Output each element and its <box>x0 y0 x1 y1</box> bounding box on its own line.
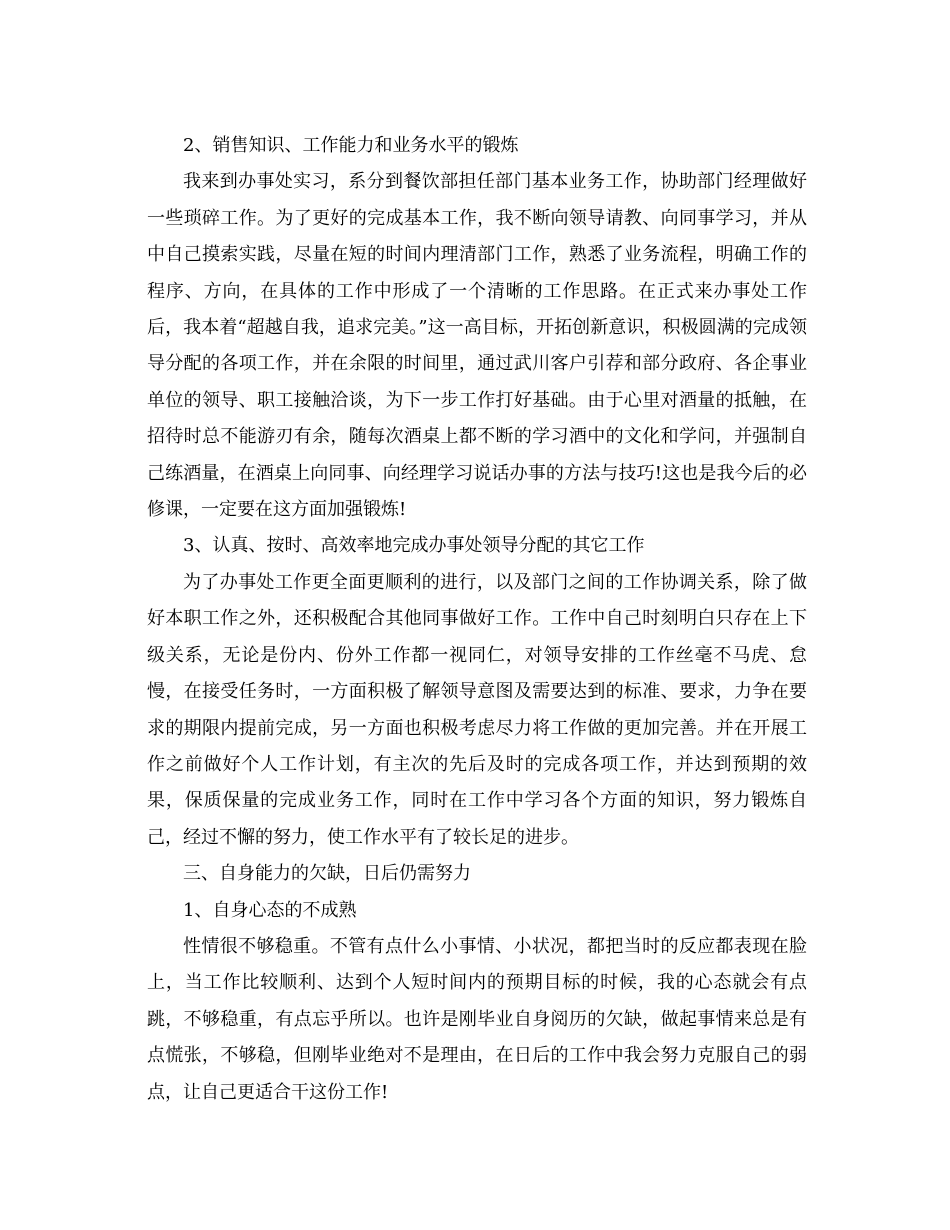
body-paragraph-internship: 我来到办事处实习，系分到餐饮部担任部门基本业务工作，协助部门经理做好一些琐碎工作。为了更好的完成基本工作，我不断向领导请教、向同事学习，并从中自己摸索实践，尽量在短的时间内理清部门工作，熟悉了业务流程，明确工作的程序、方向，在具体的工作中形成了一个清晰的工作思路。在正式来办事处工作后，我本着“超越自我，追求完美。”这一高目标，开拓创新意识，积极圆满的完成领导分配的各项工作，并在余限的时间里，通过武川客户引荐和部分政府、各企事业单位的领导、职工接触洽谈，为下一步工作打好基础。由于心里对酒量的抵触，在招待时总不能游刃有余，随每次酒桌上都不断的学习酒中的文化和学问，并强制自己练酒量，在酒桌上向同事、向经理学习说话办事的方法与技巧!这也是我今后的必修课，一定要在这方面加强锻炼! <box>147 171 807 521</box>
subsection-heading-mindset: 1、自身心态的不成熟 <box>183 899 357 921</box>
section-heading-sales-skills: 2、销售知识、工作能力和业务水平的锻炼 <box>183 135 519 156</box>
section-heading-shortcomings: 三、自身能力的欠缺，日后仍需努力 <box>183 863 471 885</box>
section-heading-other-work: 3、认真、按时、高效率地完成办事处领导分配的其它工作 <box>183 535 645 557</box>
body-paragraph-temperament: 性情很不够稳重。不管有点什么小事情、小状况，都把当时的反应都表现在脸上，当工作比较顺利、达到个人短时间内的预期目标的时候，我的心态就会有点跳，不够稳重，有点忘乎所以。也许是刚毕业自身阅历的欠缺，做起事情来总是有点慌张，不够稳，但刚毕业绝对不是理由，在日后的工作中我会努力克服自己的弱点，让自己更适合干这份工作! <box>147 935 807 1103</box>
document-body <box>147 128 807 1111</box>
body-paragraph-cooperation: 为了办事处工作更全面更顺利的进行，以及部门之间的工作协调关系，除了做好本职工作之外，还积极配合其他同事做好工作。工作中自己时刻明白只存在上下级关系，无论是份内、份外工作都一视同仁，对领导安排的工作丝毫不马虎、怠慢，在接受任务时，一方面积极了解领导意图及需要达到的标准、要求，力争在要求的期限内提前完成，另一方面也积极考虑尽力将工作做的更加完善。并在开展工作之前做好个人工作计划，有主次的先后及时的完成各项工作，并达到预期的效果，保质保量的完成业务工作，同时在工作中学习各个方面的知识，努力锻炼自己，经过不懈的努力，使工作水平有了较长足的进步。 <box>147 571 807 848</box>
